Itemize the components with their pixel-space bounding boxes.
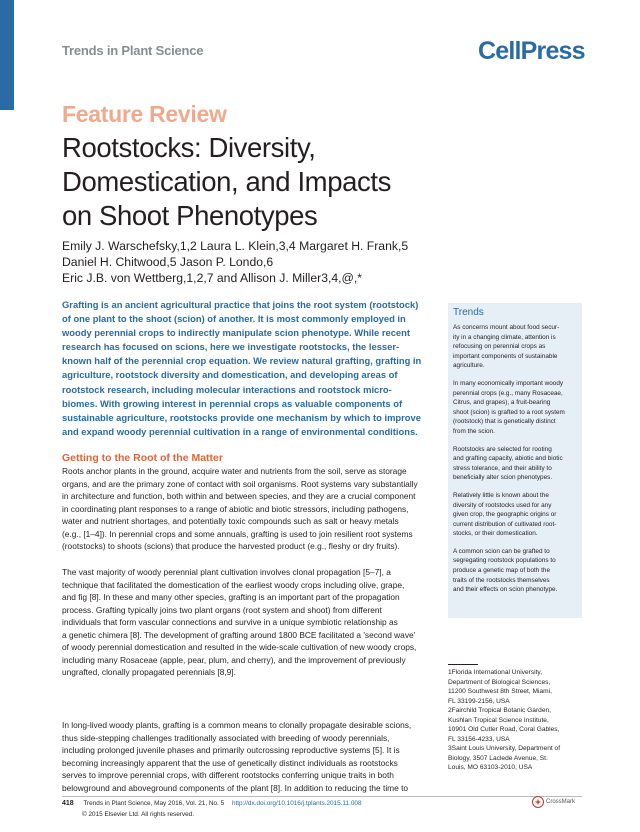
title-line: Domestication, and Impacts	[62, 166, 391, 197]
abstract-line: sustainable agriculture, rootstocks provide one mechanism by which to improve	[62, 411, 421, 423]
body-line: organs, and are the primary zone of contact with soil organisms. Root systems vary substantially	[62, 478, 418, 489]
author-line: Daniel H. Chitwood,5 Jason P. Londo,6	[62, 255, 274, 269]
trends-line: A common scion can be grafted to	[453, 547, 550, 555]
citation: Trends in Plant Science, May 2016, Vol. 21, No. 5	[83, 800, 225, 807]
abstract-line: research has focused on scions, here we investigate rootstocks, the lesser-	[62, 341, 400, 353]
trends-line: diversity of rootstocks used for any	[453, 501, 552, 509]
body-line: including prolonged juvenile phases and primarily outcrossing reproductive systems [5]. It is	[62, 745, 400, 755]
paper-title	[62, 131, 462, 233]
trends-line: produce a genetic map of both the	[453, 567, 550, 575]
publisher-logo: CellPress	[478, 37, 585, 65]
body-line: ungrafted, clonally propagated perennials [8,9].	[62, 667, 236, 677]
affiliations	[448, 668, 598, 773]
accent-bar	[0, 0, 14, 110]
body-line: In long-lived woody plants, grafting is a common means to clonally propagate desirable scions,	[62, 720, 412, 730]
trends-line: ity in a changing climate, attention is	[453, 333, 556, 341]
body-line: water and nutrient shortages, and potentially toxic compounds such as salt or heavy metals	[62, 516, 399, 526]
trends-line: Rootstocks are selected for rooting	[453, 445, 552, 453]
crossmark-badge[interactable]	[532, 796, 575, 808]
trends-line: refocusing on perennial crops as	[453, 343, 546, 351]
trends-line: Citrus, and grapes), a fruit-bearing	[453, 399, 551, 407]
body-line: process. Grafting typically joins two plant organs (root system and shoot) from different	[62, 604, 382, 615]
body-paragraph-1	[62, 465, 440, 553]
abstract-line: and expand woody perennial cultivation in a range of environmental conditions.	[62, 425, 418, 437]
abstract-line: known half of the perennial crop equation. We review natural grafting, grafting in	[62, 355, 422, 367]
body-line: belowground and aboveground components of the plant [8]. In addition to reducing the time to	[62, 782, 409, 793]
trends-line: segregating rootstock populations to	[453, 557, 556, 565]
trends-item	[453, 379, 577, 437]
affiliation-divider	[448, 664, 478, 665]
body-line: individuals that form vascular connections and survive in a unique symbiotic relationship as	[62, 617, 398, 627]
body-line: in architecture and function, both within and between species, and they are a crucial component	[62, 491, 416, 501]
abstract-line: rootstock research, including molecular interactions and rootstock micro-	[62, 383, 392, 395]
body-line: serves to improve perennial crops, with different rootstocks conferring unique traits in both	[62, 770, 394, 780]
trends-item	[453, 491, 577, 539]
body-line: becoming increasingly apparent that the use of genetically distinct individuals as rootstocks	[62, 757, 398, 768]
body-line: a genetic chimera [8]. The development of grafting around 1800 BCE facilitated a 'second wave'	[62, 629, 416, 640]
author-line: Emily J. Warschefsky,1,2 Laura L. Klein,3,4 Margaret H. Frank,5	[62, 239, 409, 253]
abstract	[62, 298, 440, 439]
affiliation-line: Biology, 3507 Laclede Avenue, St.	[448, 754, 548, 762]
abstract-line: agriculture, rootstock diversity and domestication, and developing areas of	[62, 369, 398, 381]
trends-line: important components of sustainable	[453, 352, 558, 360]
affiliation-line: Kushlan Tropical Science Institute,	[448, 716, 549, 724]
trends-line: and grafting capacity, abiotic and biotic	[453, 455, 563, 463]
body-line: (rootstocks) to shoots (scions) that produce the harvested product (e.g., fleshy or dry fruits).	[62, 541, 400, 551]
trends-line: shoot (scion) is grafted to a root system	[453, 408, 565, 416]
affiliation-line: Louis, MO 63103-2010, USA	[448, 764, 533, 771]
title-line: on Shoot Phenotypes	[62, 200, 318, 231]
footer-divider	[62, 796, 582, 797]
body-line: The vast majority of woody perennial plant cultivation involves clonal propagation [5–7], a	[62, 567, 391, 577]
trends-line: traits of the rootstocks themselves	[453, 576, 550, 584]
trends-line: and their effects on scion phenotype.	[453, 586, 558, 594]
affiliation-line: FL 33156-4233, USA	[448, 735, 510, 743]
trends-line: stocks, or their domestication.	[453, 530, 538, 538]
body-line: and fig [8]. In these and many other species, grafting is an important part of the propagation	[62, 592, 400, 602]
body-paragraph-2	[62, 566, 440, 679]
trends-line: Relatively little is known about the	[453, 491, 549, 499]
page-number: 418	[62, 800, 74, 807]
affiliation-line: 1Florida International University,	[448, 669, 543, 676]
doi-link[interactable]: http://dx.doi.org/10.1016/j.tplants.2015.11.008	[231, 800, 362, 807]
trends-line: current distribution of cultivated root-	[453, 520, 557, 528]
body-line: Roots anchor plants in the ground, acquire water and nutrients from the soil, serve as storage	[62, 466, 407, 476]
trends-box	[448, 303, 582, 618]
trends-line: stress tolerance, and their ability to	[453, 464, 552, 472]
journal-name: Trends in Plant Science	[62, 43, 204, 58]
trends-line: agriculture.	[453, 362, 485, 370]
body-paragraph-3	[62, 719, 440, 794]
section-heading: Getting to the Root of the Matter	[62, 452, 223, 464]
crossmark-icon	[532, 796, 544, 808]
trends-item	[453, 445, 577, 483]
body-line: technique that facilitated the domestication of the earliest woody crops including olive, grape,	[62, 579, 405, 590]
trends-line: (rootstock) that is genetically distinct	[453, 418, 556, 426]
body-line: (e.g., [1–4]). In perennial crops and some annuals, grafting is used to join resilient root systems	[62, 528, 413, 539]
affiliation-line: 11200 Southwest 8th Street, Miami,	[448, 688, 552, 695]
author-list	[62, 238, 482, 286]
section-label: Feature Review	[62, 101, 227, 127]
trends-line: from the scion.	[453, 427, 495, 435]
abstract-line: woody perennial crops to indirectly manipulate scion phenotype. While recent	[62, 327, 410, 339]
trends-line: In many economically important woody	[453, 379, 564, 387]
title-line: Rootstocks: Diversity,	[62, 132, 316, 163]
author-line: Eric J.B. von Wettberg,1,2,7 and Allison J. Miller3,4,@,*	[62, 271, 363, 285]
affiliation-line: 10901 Old Cutler Road, Coral Gables,	[448, 726, 560, 733]
trends-title: Trends	[453, 307, 484, 318]
affiliation-line: 3Saint Louis University, Department of	[448, 745, 561, 752]
footer-citation-line	[62, 800, 362, 807]
copyright: © 2015 Elsevier Ltd. All rights reserved.	[82, 811, 194, 818]
body-line: thus side-stepping challenges traditionally associated with breeding of woody perennials,	[62, 732, 390, 743]
trends-item	[453, 323, 577, 371]
trends-line: given crop, the geographic origins or	[453, 511, 557, 519]
abstract-line: Grafting is an ancient agricultural practice that joins the root system (rootstock)	[62, 299, 419, 310]
abstract-line: of one plant to the shoot (scion) of another. It is most commonly employed in	[62, 313, 406, 325]
crossmark-label: CrossMark	[546, 799, 576, 805]
trends-line: perennial crops (e.g., many Rosaceae,	[453, 389, 563, 397]
affiliation-line: Department of Biological Sciences,	[448, 678, 551, 686]
body-line: of woody perennial domestication and resulted in the wide-scale cultivation of new woody crops,	[62, 642, 417, 652]
body-line: in coordinating plant responses to a range of abiotic and biotic stressors, including pathogens,	[62, 503, 409, 514]
trends-line: beneficially alter scion phenotypes.	[453, 474, 553, 482]
trends-item	[453, 547, 577, 595]
trends-line: As concerns mount about food secur-	[453, 324, 560, 331]
abstract-line: biomes. With growing interest in perennial crops as valuable components of	[62, 397, 403, 409]
affiliation-line: FL 33199-2156, USA	[448, 697, 510, 705]
affiliation-line: 2Fairchild Tropical Botanic Garden,	[448, 707, 551, 714]
body-line: including many Rosaceae (apple, pear, plum, and cherry), and the improvement of previously	[62, 654, 406, 665]
